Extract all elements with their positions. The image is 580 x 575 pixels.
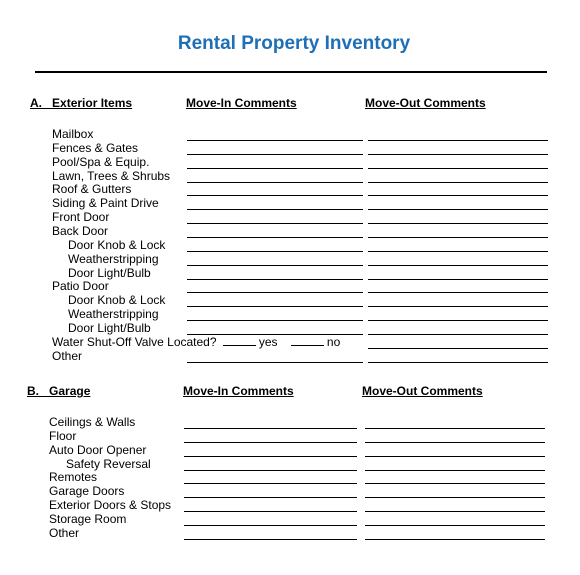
valve-yes-label: yes [258, 335, 278, 349]
movein-comment-line[interactable] [187, 223, 363, 224]
moveout-comment-line[interactable] [368, 334, 548, 335]
movein-comment-line[interactable] [187, 168, 363, 169]
section-b-letter: B. [27, 384, 39, 398]
movein-comment-line[interactable] [187, 140, 363, 141]
movein-comment-line[interactable] [184, 539, 357, 540]
moveout-comment-line[interactable] [365, 428, 545, 429]
item-label: Siding & Paint Drive [52, 196, 159, 211]
movein-comment-line[interactable] [184, 470, 357, 471]
title-divider [35, 71, 547, 73]
item-label: Auto Door Opener [49, 442, 147, 457]
valve-question-label: Water Shut-Off Valve Located? [52, 335, 217, 349]
valve-no-label: no [326, 335, 341, 349]
item-label: Door Knob & Lock [68, 237, 166, 252]
moveout-comment-line[interactable] [368, 237, 548, 238]
item-label: Door Light/Bulb [68, 265, 151, 280]
moveout-comment-line[interactable] [368, 195, 548, 196]
item-label: Roof & Gutters [52, 182, 132, 197]
valve-no-blank[interactable] [291, 335, 324, 346]
section-a-heading [30, 96, 132, 110]
item-label: Storage Room [49, 511, 127, 526]
item-label: Floor [49, 428, 77, 443]
item-label: Mailbox [52, 127, 94, 141]
moveout-comment-line[interactable] [368, 209, 548, 210]
movein-comment-line[interactable] [184, 497, 357, 498]
item-label: Remotes [49, 470, 98, 485]
moveout-comment-line[interactable] [368, 223, 548, 224]
moveout-comment-line[interactable] [365, 470, 545, 471]
movein-comment-line[interactable] [187, 320, 363, 321]
moveout-comment-line[interactable] [368, 292, 548, 293]
movein-comment-line[interactable] [187, 154, 363, 155]
movein-comment-line[interactable] [187, 251, 363, 252]
page-title: Rental Property Inventory [177, 33, 411, 54]
movein-comment-line[interactable] [187, 209, 363, 210]
item-label: Lawn, Trees & Shrubs [52, 168, 171, 183]
item-label: Ceilings & Walls [49, 415, 136, 429]
item-label: Weatherstripping [68, 307, 159, 322]
movein-comment-line[interactable] [187, 306, 363, 307]
moveout-comment-line[interactable] [365, 483, 545, 484]
section-a-moveout-header: Move-Out Comments [365, 96, 486, 110]
section-a-other-label: Other [52, 349, 83, 363]
section-b-moveout-header: Move-Out Comments [362, 384, 483, 398]
item-label: Door Light/Bulb [68, 320, 151, 335]
movein-comment-line[interactable] [187, 237, 363, 238]
moveout-comment-line[interactable] [368, 140, 548, 141]
item-label: Pool/Spa & Equip. [52, 154, 150, 169]
section-b-name: Garage [49, 384, 91, 398]
movein-comment-line[interactable] [187, 195, 363, 196]
moveout-comment-line[interactable] [365, 497, 545, 498]
movein-comment-line[interactable] [187, 292, 363, 293]
moveout-comment-line[interactable] [368, 168, 548, 169]
movein-comment-line[interactable] [184, 483, 357, 484]
item-label: Back Door [52, 223, 109, 238]
item-label: Patio Door [52, 279, 109, 294]
moveout-comment-line[interactable] [368, 306, 548, 307]
moveout-comment-line[interactable] [365, 511, 545, 512]
section-a-other-moveout-line[interactable] [368, 362, 548, 363]
item-label: Other [49, 525, 80, 540]
valve-question-row [52, 335, 340, 349]
section-a-letter: A. [30, 96, 42, 110]
movein-comment-line[interactable] [184, 511, 357, 512]
movein-comment-line[interactable] [187, 182, 363, 183]
moveout-comment-line[interactable] [365, 442, 545, 443]
item-label: Fences & Gates [52, 140, 139, 155]
moveout-comment-line[interactable] [365, 539, 545, 540]
moveout-comment-line[interactable] [368, 320, 548, 321]
section-b-movein-header: Move-In Comments [183, 384, 294, 398]
moveout-comment-line[interactable] [368, 265, 548, 266]
item-label: Garage Doors [49, 484, 125, 499]
moveout-comment-line[interactable] [368, 154, 548, 155]
valve-yes-blank[interactable] [223, 335, 256, 346]
moveout-comment-line[interactable] [368, 251, 548, 252]
movein-comment-line[interactable] [184, 525, 357, 526]
moveout-comment-line[interactable] [365, 456, 545, 457]
moveout-comment-line[interactable] [368, 182, 548, 183]
movein-comment-line[interactable] [184, 428, 357, 429]
item-label: Safety Reversal [66, 456, 151, 471]
movein-comment-line[interactable] [187, 265, 363, 266]
movein-comment-line[interactable] [184, 442, 357, 443]
movein-comment-line[interactable] [184, 456, 357, 457]
valve-moveout-line[interactable] [368, 348, 548, 349]
item-label: Exterior Doors & Stops [49, 498, 172, 513]
moveout-comment-line[interactable] [365, 525, 545, 526]
item-label: Front Door [52, 210, 110, 225]
section-a-other-movein-line[interactable] [187, 362, 363, 363]
moveout-comment-line[interactable] [368, 279, 548, 280]
section-a-movein-header: Move-In Comments [186, 96, 297, 110]
section-b-heading [27, 384, 90, 398]
item-label: Weatherstripping [68, 251, 159, 266]
item-label: Door Knob & Lock [68, 293, 166, 308]
section-a-name: Exterior Items [52, 96, 133, 110]
movein-comment-line[interactable] [187, 279, 363, 280]
